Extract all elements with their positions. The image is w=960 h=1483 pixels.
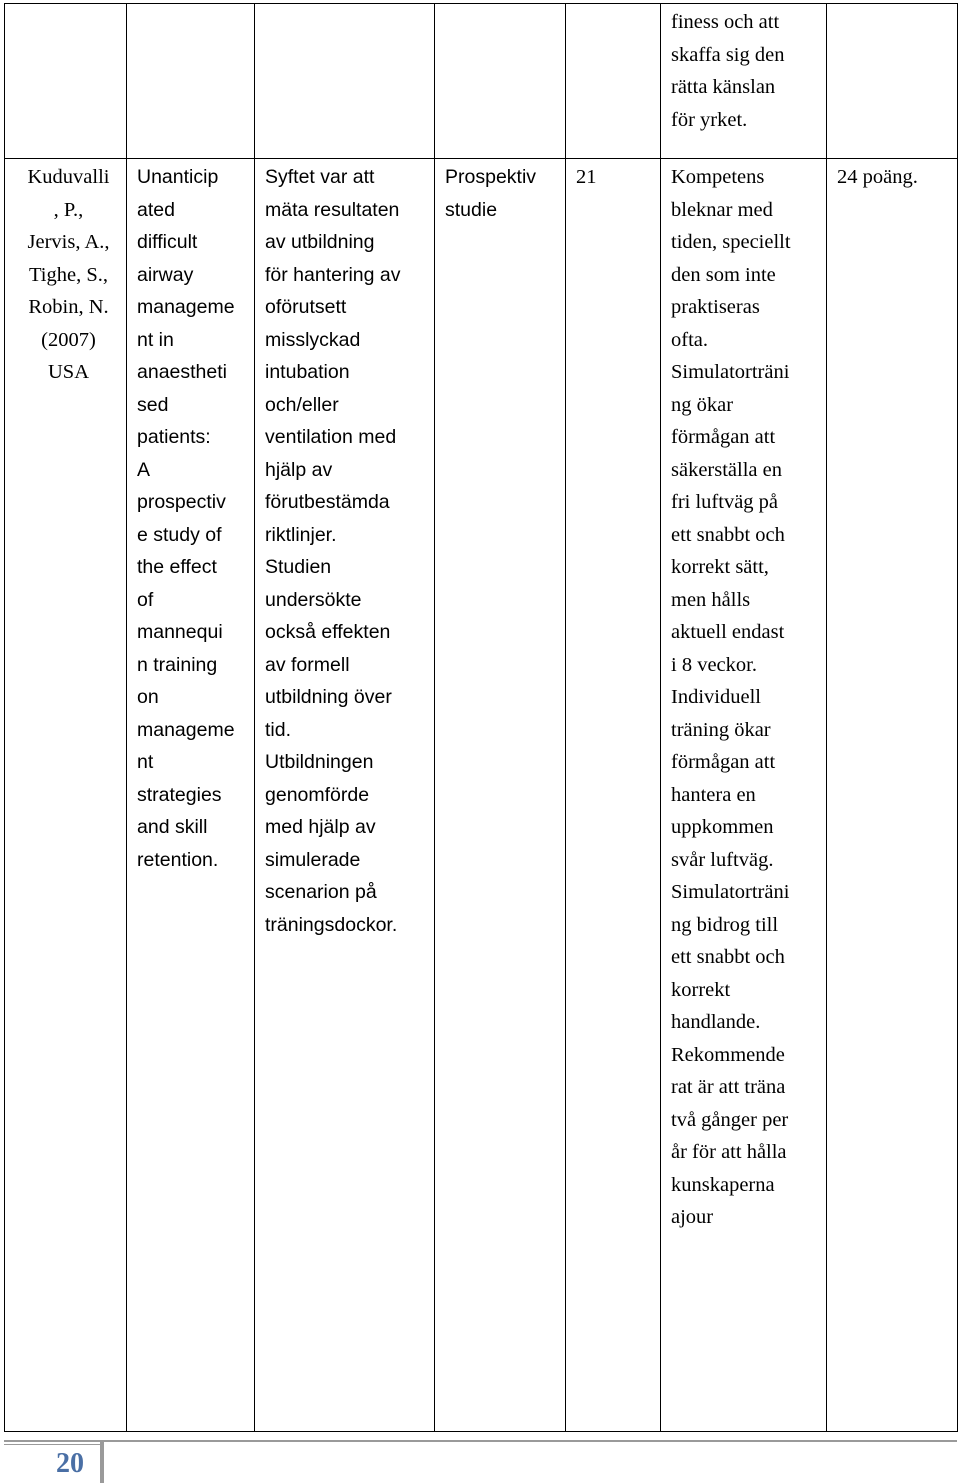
cell-results: Kompetens bleknar med tiden, speciellt den som inte praktiseras ofta. Simulatorträni ng ökar förmågan att säkerställa en fri luftväg på ett snabbt och korrekt sätt, men hålls aktuell endast i 8 veckor. Individuell träning ökar förmågan att hantera en uppkommen svår luftväg. Simulatorträni ng bidrog till ett snabbt och korrekt handlande. Rekommende rat är att träna två gånger per år för att hålla kunskaperna ajour	[661, 159, 827, 1432]
page-number-divider	[100, 1442, 104, 1483]
table-row	[5, 159, 958, 1432]
cell-participants	[566, 4, 661, 159]
cell-participants: 21	[566, 159, 661, 1432]
cell-results: finess och att skaffa sig den rätta känslan för yrket.	[661, 4, 827, 159]
cell-aim	[255, 4, 435, 159]
cell-title: Unanticip ated difficult airway manageme nt in anaestheti sed patients: A prospectiv e study of the effect of mannequi n training on manageme nt strategies and skill retention.	[127, 159, 255, 1432]
literature-review-table	[4, 3, 958, 1432]
cell-quality	[827, 4, 958, 159]
footer-rule	[4, 1440, 957, 1442]
page-number: 20	[56, 1448, 84, 1479]
cell-quality: 24 poäng.	[827, 159, 958, 1432]
table-row	[5, 4, 958, 159]
cell-design: Prospektiv studie	[435, 159, 566, 1432]
cell-title	[127, 4, 255, 159]
cell-author	[5, 4, 127, 159]
cell-aim: Syftet var att mäta resultaten av utbildning för hantering av oförutsett misslyckad intubation och/eller ventilation med hjälp av förutbestämda riktlinjer. Studien undersökte också effekten av formell utbildning över tid. Utbildningen genomförde med hjälp av simulerade scenarion på träningsdockor.	[255, 159, 435, 1432]
footer-rule-secondary	[4, 1444, 104, 1445]
cell-author: Kuduvalli , P., Jervis, A., Tighe, S., Robin, N. (2007) USA	[5, 159, 127, 1432]
cell-design	[435, 4, 566, 159]
